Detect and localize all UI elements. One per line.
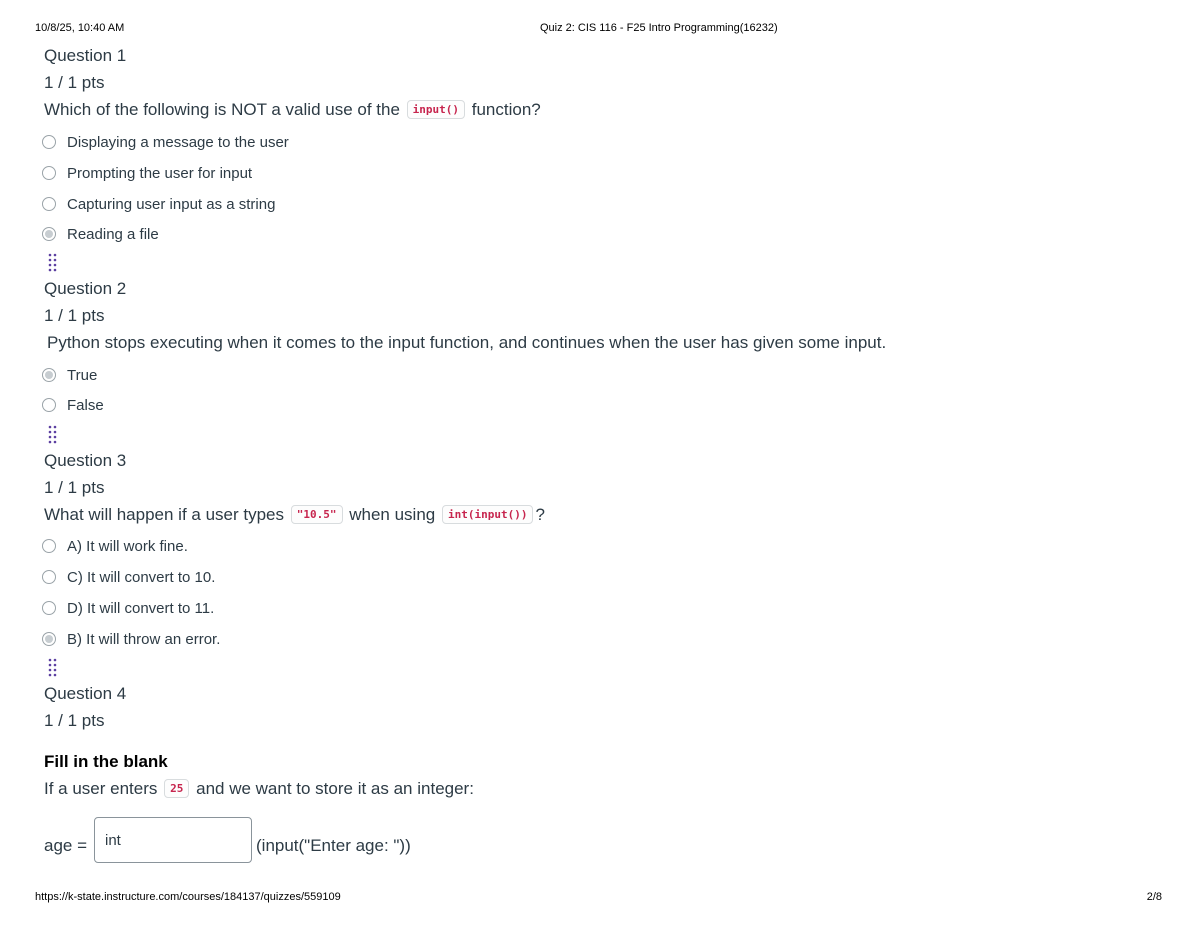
option-label: D) It will convert to 11. xyxy=(67,600,215,617)
print-url: https://k-state.instructure.com/courses/184137/quizzes/559109 xyxy=(35,891,341,903)
drag-handle-icon[interactable] xyxy=(48,252,58,272)
question-1-title: Question 1 xyxy=(44,46,127,65)
question-4-text xyxy=(44,779,474,799)
option-label: False xyxy=(67,397,104,414)
question-3-text xyxy=(44,505,545,525)
radio-button[interactable] xyxy=(42,601,56,615)
question-1-code: input() xyxy=(407,100,465,119)
question-3-text-middle: when using xyxy=(349,505,436,524)
question-3-text-after: ? xyxy=(535,505,545,524)
drag-handle-icon[interactable] xyxy=(48,424,58,444)
print-page-number: 2/8 xyxy=(1146,891,1162,903)
option-label: True xyxy=(67,367,98,384)
option-label: Reading a file xyxy=(67,226,159,243)
radio-button[interactable] xyxy=(42,539,56,553)
question-4-points: 1 / 1 pts xyxy=(44,711,105,730)
drag-handle-icon[interactable] xyxy=(48,657,58,677)
question-4-code: 25 xyxy=(164,779,189,798)
question-3-title: Question 3 xyxy=(44,451,127,470)
radio-button-selected[interactable] xyxy=(42,227,56,241)
radio-button[interactable] xyxy=(42,398,56,412)
option-label: C) It will convert to 10. xyxy=(67,569,216,586)
radio-button[interactable] xyxy=(42,166,56,180)
blank-answer-input[interactable]: int xyxy=(94,817,252,863)
option-label: B) It will throw an error. xyxy=(67,631,221,648)
question-4-title: Question 4 xyxy=(44,684,127,703)
question-1-text-before: Which of the following is NOT a valid use of the xyxy=(44,100,400,119)
question-3-text-before: What will happen if a user types xyxy=(44,505,285,524)
question-2-title: Question 2 xyxy=(44,279,127,298)
question-1-text xyxy=(44,100,541,120)
option-label: Capturing user input as a string xyxy=(67,196,276,213)
option-label: Displaying a message to the user xyxy=(67,134,289,151)
radio-button[interactable] xyxy=(42,197,56,211)
question-4-text-after: and we want to store it as an integer: xyxy=(196,779,474,798)
blank-suffix: (input("Enter age: ")) xyxy=(256,836,411,855)
blank-prefix: age = xyxy=(44,836,88,855)
radio-button-selected[interactable] xyxy=(42,368,56,382)
radio-button-selected[interactable] xyxy=(42,632,56,646)
question-1-text-after: function? xyxy=(471,100,541,119)
print-page-title: Quiz 2: CIS 116 - F25 Intro Programming(16232) xyxy=(540,22,778,34)
question-3-points: 1 / 1 pts xyxy=(44,478,105,497)
print-timestamp: 10/8/25, 10:40 AM xyxy=(35,22,125,34)
question-4-text-before: If a user enters xyxy=(44,779,158,798)
option-label: A) It will work fine. xyxy=(67,538,188,555)
radio-button[interactable] xyxy=(42,135,56,149)
question-2-points: 1 / 1 pts xyxy=(44,306,105,325)
option-label: Prompting the user for input xyxy=(67,165,253,182)
question-2-text: Python stops executing when it comes to the input function, and continues when the user has given some input. xyxy=(47,333,887,352)
question-3-code-2: int(input()) xyxy=(442,505,533,524)
question-3-code-1: "10.5" xyxy=(291,505,343,524)
print-footer xyxy=(0,891,1200,907)
question-4-heading: Fill in the blank xyxy=(44,752,168,771)
print-header xyxy=(0,22,1200,38)
question-1-points: 1 / 1 pts xyxy=(44,73,105,92)
radio-button[interactable] xyxy=(42,570,56,584)
